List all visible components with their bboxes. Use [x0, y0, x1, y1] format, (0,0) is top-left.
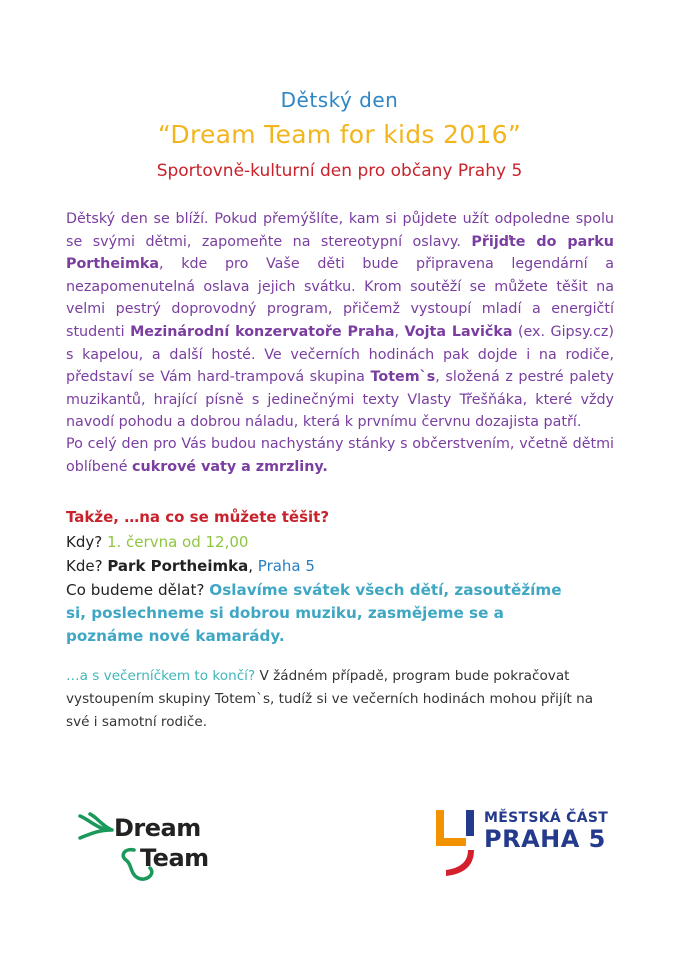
praha5-label-top: MĚSTSKÁ ČÁST	[484, 810, 609, 826]
event-tagline: Sportovně-kulturní den pro občany Prahy 5	[156, 161, 523, 181]
qa-where-label: Kde?	[66, 557, 108, 575]
qa-where	[66, 554, 626, 579]
dream-team-word-team: Team	[140, 844, 209, 872]
qa-where-place: Park Portheimka	[107, 557, 249, 575]
closing-paragraph	[66, 665, 614, 734]
intro-text-i: , složená z pestré palety muzikantů, hrající písně s jedinečnými texty Vlasty Třešňáka, které vždy navodí pohodu a dobrou náladu, která k prvnímu červnu dozajista patří.	[66, 369, 614, 431]
intro-park-highlight: Přijďte do parku Portheimka	[66, 233, 614, 273]
refreshments-text: Po celý den pro Vás budou nachystány stánky s občerstvením, včetně dětmi oblíbené	[66, 436, 614, 475]
intro-text-c: , kde pro Vaše děti bude připravena legendární a nezapomenutelná oslava jejich svátku. Krom soutěží se můžete těšit na velmi pestrý doprovodný program, přičemž vystoupí mladí a energičtí studenti	[66, 256, 614, 340]
event-subtitle: “Dream Team for kids 2016”	[157, 120, 522, 149]
praha5-logo	[430, 808, 610, 878]
intro-performer-highlight: Vojta Lavička	[404, 323, 513, 340]
intro-band-highlight: Totem`s	[370, 369, 436, 386]
dream-team-word-dream: Dream	[114, 814, 201, 842]
intro-text-a: Dětský den se blíží. Pokud přemýšlíte, kam si půjdete užít odpoledne spolu se svými dětmi, zapomeňte na stereotypní oslavy.	[66, 211, 614, 250]
qa-what	[66, 579, 586, 648]
qa-what-label: Co budeme dělat?	[66, 581, 210, 599]
dream-team-logo	[76, 808, 246, 888]
intro-conservatory-highlight: Mezinárodní konzervatoře Praha	[130, 323, 395, 340]
intro-text-e: ,	[394, 323, 405, 340]
closing-question: …a s večerníčkem to končí?	[66, 668, 256, 684]
qa-when	[66, 530, 626, 555]
qa-where-sep: ,	[248, 557, 258, 575]
praha5-emblem-icon	[430, 808, 490, 878]
qa-what-value: Oslavíme svátek všech dětí, zasoutěžíme si, poslechneme si dobrou muziku, zasmějeme se a poznáme nové kamarády.	[66, 581, 562, 645]
qa-when-value: 1. června od 12,00	[106, 533, 249, 551]
intro-text-g: (ex. Gipsy.cz) s kapelou, a další hosté. Ve večerních hodinách pak dojde i na rodiče, představí se Vám hard-trampová skupina	[66, 323, 614, 386]
closing-text: V žádném případě, program bude pokračovat vystoupením skupiny Totem`s, tudíž si ve večerních hodinách mohou přijít na své i samotní rodiče.	[66, 668, 594, 730]
qa-when-label: Kdy?	[66, 533, 107, 551]
refreshments-highlight: cukrové vaty a zmrzliny.	[132, 458, 328, 475]
qa-where-district: Praha 5	[257, 557, 315, 575]
praha5-label-bottom: PRAHA 5	[484, 825, 606, 853]
qa-heading: Takže, …na co se můžete těšit?	[66, 508, 330, 526]
intro-paragraph	[66, 208, 614, 434]
event-title: Dětský den	[280, 88, 399, 112]
refreshments-paragraph	[66, 433, 614, 478]
